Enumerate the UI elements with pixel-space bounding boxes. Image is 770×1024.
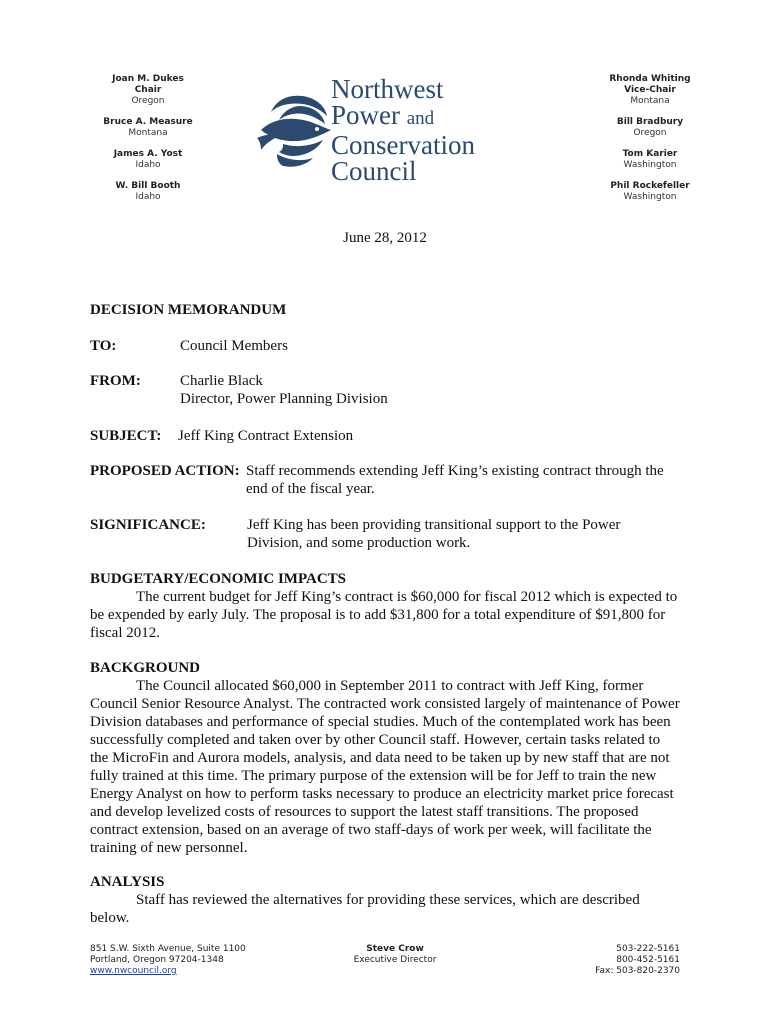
- fish-logo-icon: [253, 90, 335, 172]
- member-name: James A. Yost: [113, 149, 183, 159]
- background-heading: BACKGROUND: [90, 660, 201, 676]
- memo-date: June 28, 2012: [343, 230, 427, 246]
- proposed-action-line-1: Staff recommends extending Jeff King’s existing contract through the: [246, 463, 664, 479]
- member-entry: [558, 74, 742, 107]
- council-logo: [253, 76, 543, 184]
- phone-1: 503-222-5161: [616, 944, 680, 954]
- subject-value: Jeff King Contract Extension: [178, 428, 354, 444]
- logo-line-3: Conservation: [331, 130, 475, 160]
- member-name: Joan M. Dukes: [112, 74, 184, 84]
- logo-line-1: Northwest: [331, 74, 444, 104]
- proposed-action-row: [90, 462, 680, 498]
- member-role: Vice-Chair: [624, 85, 676, 95]
- logo-word-power: Power: [331, 100, 400, 130]
- from-row: [90, 372, 680, 408]
- address-line-1: 851 S.W. Sixth Avenue, Suite 1100: [90, 944, 246, 954]
- member-state: Washington: [623, 192, 677, 202]
- budget-section: [90, 570, 680, 642]
- phone-2: 800-452-5161: [616, 955, 680, 965]
- significance-row: [90, 516, 680, 552]
- member-name: Bill Bradbury: [616, 117, 684, 127]
- from-title: Director, Power Planning Division: [180, 391, 388, 407]
- member-state: Montana: [128, 128, 168, 138]
- from-value: [180, 372, 388, 408]
- member-state: Oregon: [131, 96, 165, 106]
- left-member-list: [58, 74, 238, 213]
- director-title: Executive Director: [353, 955, 437, 965]
- analysis-heading: ANALYSIS: [90, 874, 165, 890]
- logo-line-2: [331, 102, 475, 132]
- to-label: TO:: [90, 338, 117, 354]
- footer-contact: [560, 944, 680, 977]
- analysis-paragraph: Staff has reviewed the alternatives for providing these services, which are described below.: [90, 892, 640, 926]
- member-entry: [58, 74, 238, 107]
- proposed-action-label: PROPOSED ACTION:: [90, 463, 240, 479]
- significance-line-2: Division, and some production work.: [247, 535, 471, 551]
- member-state: Oregon: [633, 128, 667, 138]
- logo-word-and: and: [406, 108, 435, 129]
- member-entry: [558, 181, 742, 203]
- budget-paragraph: The current budget for Jeff King’s contract is $60,000 for fiscal 2012 which is expected to be expended by early July. The proposal is to add $31,800 for a total expenditure of $91,800 for fiscal 2012.: [90, 589, 678, 641]
- member-entry: [58, 181, 238, 203]
- to-value: Council Members: [180, 338, 288, 354]
- to-row: [90, 337, 680, 355]
- background-section: [90, 659, 680, 857]
- background-paragraph: The Council allocated $60,000 in September 2011 to contract with Jeff King, former Council Senior Resource Analyst. The contracted work consisted largely of maintenance of Power Division databases and performance of special studies. Much of the contemplated work has been successfully completed and taken over by other Council staff. However, certain tasks related to the MicroFin and Aurora models, analysis, and data need to be taken up by new staff that are not fully trained at this time. The primary purpose of the extension will be for Jeff to train the new Energy Analyst on how to perform tasks necessary to produce an electricity market price forecast and develop levelized costs of resources to support the latest staff transitions. The proposed contract extension, based on an average of two staff-days of work per week, will facilitate the training of new personnel.: [90, 678, 680, 856]
- member-state: Washington: [623, 160, 677, 170]
- footer-address: [90, 944, 246, 977]
- member-name: Tom Karier: [622, 149, 678, 159]
- logo-line-4: Council: [331, 156, 417, 186]
- memo-title: DECISION MEMORANDUM: [90, 302, 287, 318]
- from-label: FROM:: [90, 373, 141, 389]
- footer-director: [300, 944, 490, 966]
- from-name: Charlie Black: [180, 373, 263, 389]
- member-entry: [58, 117, 238, 139]
- budget-heading: BUDGETARY/ECONOMIC IMPACTS: [90, 571, 347, 587]
- logo-wordmark: [331, 76, 475, 184]
- subject-label: SUBJECT:: [90, 428, 162, 444]
- analysis-section: [90, 873, 680, 927]
- member-state: Montana: [630, 96, 670, 106]
- director-name: Steve Crow: [366, 944, 424, 954]
- fax-number: Fax: 503-820-2370: [595, 966, 680, 976]
- member-entry: [58, 149, 238, 171]
- member-name: Bruce A. Measure: [103, 117, 193, 127]
- member-name: Phil Rockefeller: [610, 181, 690, 191]
- right-member-list: [558, 74, 742, 213]
- member-state: Idaho: [135, 192, 161, 202]
- member-entry: [558, 149, 742, 171]
- member-role: Chair: [134, 85, 162, 95]
- proposed-action-line-2: end of the fiscal year.: [246, 481, 375, 497]
- member-state: Idaho: [135, 160, 161, 170]
- website-link[interactable]: www.nwcouncil.org: [90, 966, 177, 976]
- member-entry: [558, 117, 742, 139]
- significance-line-1: Jeff King has been providing transitional support to the Power: [247, 517, 621, 533]
- significance-label: SIGNIFICANCE:: [90, 517, 206, 533]
- member-name: W. Bill Booth: [115, 181, 181, 191]
- address-line-2: Portland, Oregon 97204-1348: [90, 955, 224, 965]
- member-name: Rhonda Whiting: [609, 74, 691, 84]
- subject-row: [90, 427, 680, 445]
